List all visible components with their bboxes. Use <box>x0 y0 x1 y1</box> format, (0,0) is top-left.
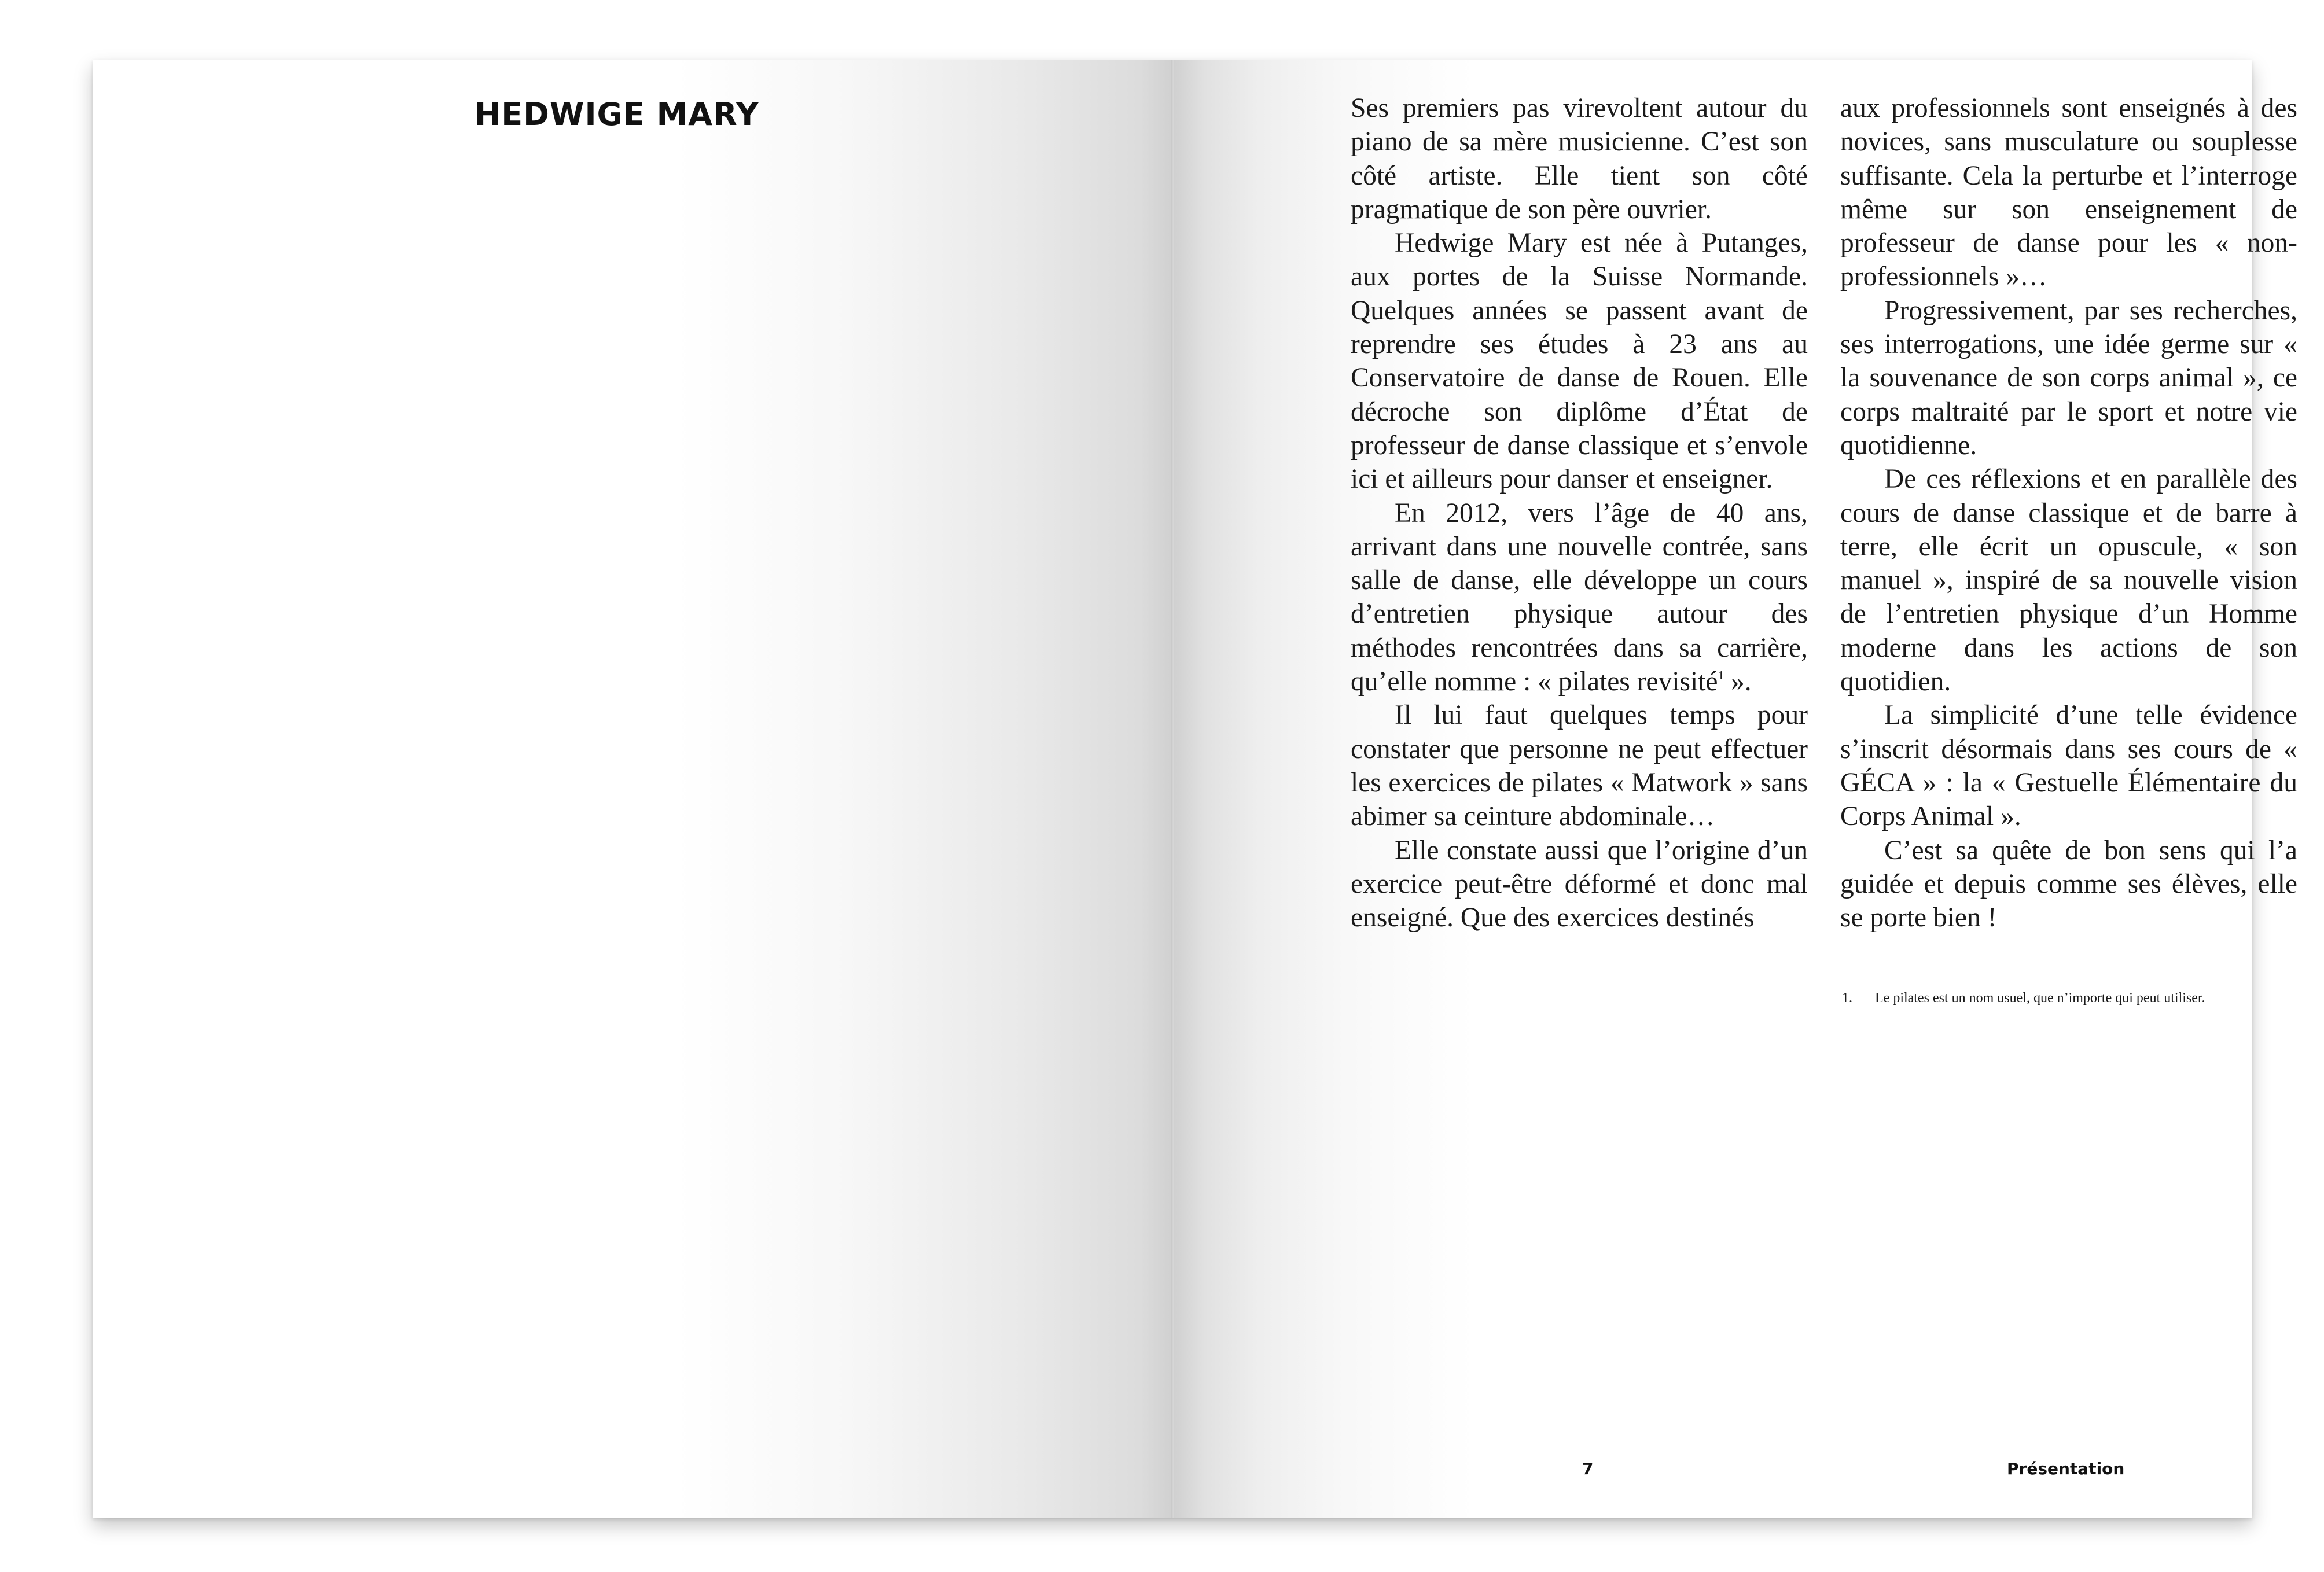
paragraph-8: De ces réflexions et en parallèle des cours de danse classique et de barre à terre, elle écrit un opuscule, « son manuel », inspiré de sa nouvelle vision de l’entretien physique d’un Homme moderne dans les actions de son quotidien. <box>1840 464 2297 697</box>
section-title: Présentation <box>2007 1459 2125 1478</box>
book-gutter <box>1171 60 1174 1518</box>
paragraph-6: aux professionnels sont enseignés à des novices, sans musculature ou souplesse suffisante. Cela la perturbe et l’interroge même sur son enseignement de professeur de danse pour les « non-professionnels »… <box>1840 93 2297 292</box>
page-number: 7 <box>1582 1459 1594 1478</box>
paragraph-5: Elle constate aussi que l’origine d’un exercice peut-être déformé et donc mal enseigné. Que des exercices destinés <box>1351 835 1808 933</box>
left-page <box>93 60 1172 1518</box>
paragraph-3-text: En 2012, vers l’âge de 40 ans, arrivant dans une nouvelle contrée, sans salle de danse, elle développe un cours d’entretien physique autour des méthodes rencontrées dans sa carrière, qu’elle nomme : « pilates revisité <box>1351 498 1808 697</box>
paragraph-4: Il lui faut quelques temps pour constater que personne ne peut effectuer les exercices de pilates « Matwork » sans abimer sa ceinture abdominale… <box>1351 700 1808 832</box>
book-spread <box>93 60 2297 1518</box>
paragraph-3 <box>1351 496 1808 699</box>
footnote-number: 1. <box>1842 991 1852 1006</box>
paragraph-1: Ses premiers pas virevoltent autour du piano de sa mère musicienne. C’est son côté artiste. Elle tient son côté pragmatique de son père ouvrier. <box>1351 93 1808 224</box>
paragraph-7: Progressivement, par ses recherches, ses interrogations, une idée germe sur « la souvenance de son corps animal », ce corps maltraité par le sport et notre vie quotidienne. <box>1840 295 2297 461</box>
text-column-left <box>1351 91 1808 934</box>
footnote <box>1842 991 2205 1006</box>
paragraph-9: La simplicité d’une telle évidence s’inscrit désormais dans ses cours de « GÉCA » : la « Gestuelle Élémentaire du Corps Animal ». <box>1840 700 2297 832</box>
text-column-right <box>1840 91 2297 934</box>
right-page <box>1172 60 2297 1518</box>
paragraph-3-end: ». <box>1724 667 1752 697</box>
paragraph-10: C’est sa quête de bon sens qui l’a guidée et depuis comme ses élèves, elle se porte bien ! <box>1840 835 2297 933</box>
footnote-text: Le pilates est un nom usuel, que n’importe qui peut utiliser. <box>1875 991 2205 1006</box>
page-heading: HEDWIGE MARY <box>475 96 759 132</box>
footnote-reference: 1 <box>1718 668 1724 682</box>
paragraph-2: Hedwige Mary est née à Putanges, aux portes de la Suisse Normande. Quelques années se passent avant de reprendre ses études à 23 ans au Conservatoire de danse de Rouen. Elle décroche son diplôme d’État de professeur de danse classique et s’envole ici et ailleurs pour danser et enseigner. <box>1351 228 1808 495</box>
